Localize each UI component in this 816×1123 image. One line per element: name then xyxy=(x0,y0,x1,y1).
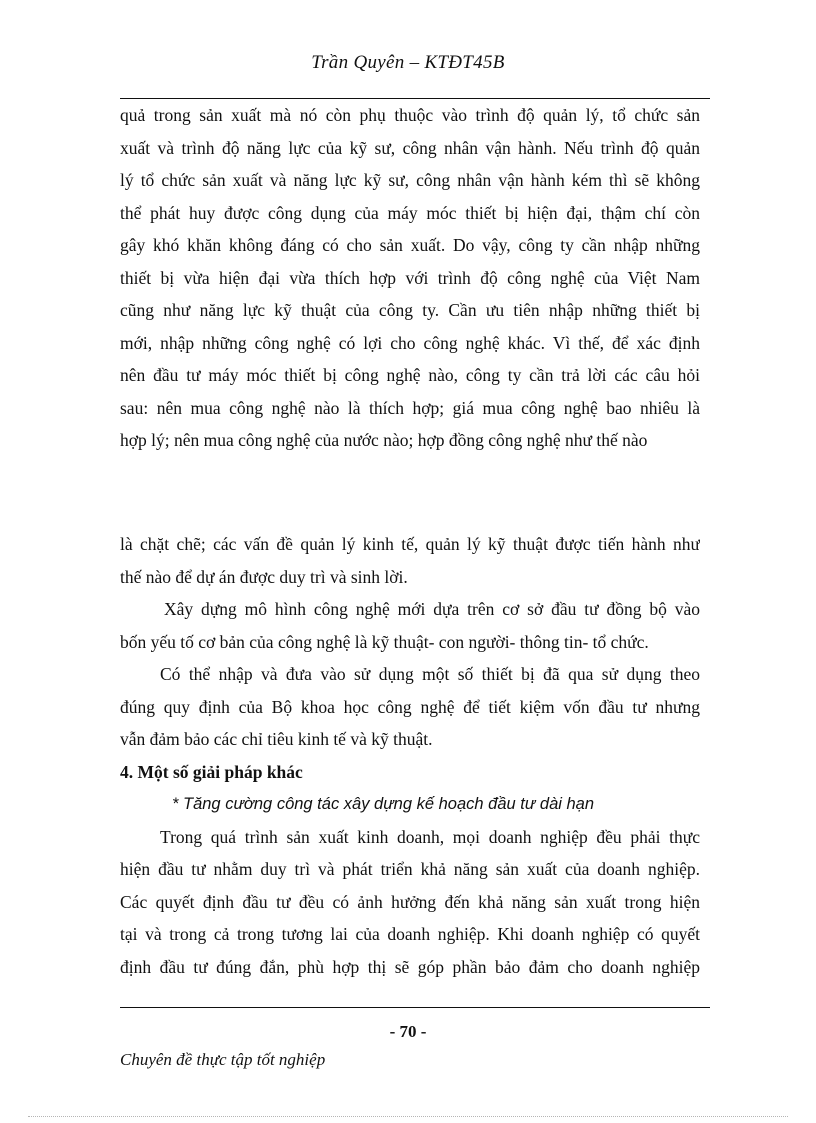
text-line: quả trong sản xuất mà nó còn phụ thuộc vào trình độ quản lý, tổ chức sản xyxy=(120,105,700,125)
text-line: lý tổ chức sản xuất và năng lực kỹ sư, công nhân vận hành kém thì sẽ không xyxy=(120,170,700,190)
text-line: gây khó khăn không đáng có cho sản xuất. Do vậy, công ty cần nhập những xyxy=(120,235,700,255)
text-line: cũng như năng lực kỹ thuật của công ty. Cần ưu tiên nhập những thiết bị xyxy=(120,300,700,320)
text-line: thể phát huy được công dụng của máy móc thiết bị hiện đại, thậm chí còn xyxy=(120,202,700,223)
text-line: tại và trong cả trong tương lai của doanh nghiệp. Khi doanh nghiệp có quyết xyxy=(120,924,700,944)
page-footer: Chuyên đề thực tập tốt nghiệp xyxy=(120,1050,326,1069)
text-line: là chặt chẽ; các vấn đề quản lý kinh tế, quản lý kỹ thuật được tiến hành như xyxy=(120,534,700,554)
text-line: vẫn đảm bảo các chỉ tiêu kinh tế và kỹ thuật. xyxy=(120,729,433,749)
text-line: bốn yếu tố cơ bản của công nghệ là kỹ thuật- con người- thông tin- tổ chức. xyxy=(120,631,649,652)
body-block-1 xyxy=(120,99,700,457)
subsection-heading: * Tăng cường công tác xây dựng kế hoạch đầu tư dài hạn xyxy=(172,795,595,813)
footer-rule xyxy=(120,1007,710,1008)
page-number: - 70 - xyxy=(389,1022,427,1041)
text-line: Trong quá trình sản xuất kinh doanh, mọi doanh nghiệp đều phải thực xyxy=(160,826,700,847)
text-line: xuất và trình độ năng lực của kỹ sư, công nhân vận hành. Nếu trình độ quản xyxy=(120,137,700,158)
page-edge-dots xyxy=(28,1116,788,1117)
section-heading: 4. Một số giải pháp khác xyxy=(120,761,303,782)
text-line: mới, nhập những công nghệ có lợi cho công nghệ khác. Vì thế, để xác định xyxy=(120,332,700,353)
page-header: Trần Quyên – KTĐT45B xyxy=(311,52,505,73)
body-block-2 xyxy=(120,528,700,983)
text-line: sau: nên mua công nghệ nào là thích hợp; giá mua công nghệ bao nhiêu là xyxy=(120,397,700,418)
text-line: Xây dựng mô hình công nghệ mới dựa trên cơ sở đầu tư đồng bộ vào xyxy=(164,599,700,619)
text-line: thế nào để dự án được duy trì và sinh lời. xyxy=(120,566,408,587)
text-line: Có thể nhập và đưa vào sử dụng một số thiết bị đã qua sử dụng theo xyxy=(160,664,700,684)
text-line: hiện đầu tư nhằm duy trì và phát triển khả năng sản xuất của doanh nghiệp. xyxy=(120,859,700,879)
text-line: hợp lý; nên mua công nghệ của nước nào; hợp đồng công nghệ như thế nào xyxy=(120,430,648,450)
text-line: đúng quy định của Bộ khoa học công nghệ để tiết kiệm vốn đầu tư nhưng xyxy=(120,696,700,717)
text-line: Các quyết định đầu tư đều có ảnh hưởng đến khả năng sản xuất trong hiện xyxy=(120,891,700,912)
text-line: định đầu tư đúng đắn, phù hợp thị sẽ góp phần bảo đảm cho doanh nghiệp xyxy=(120,956,700,977)
text-line: thiết bị vừa hiện đại vừa thích hợp với trình độ công nghệ của Việt Nam xyxy=(120,267,700,288)
text-line: nên đầu tư máy móc thiết bị công nghệ nào, công ty cần trả lời các câu hỏi xyxy=(120,365,700,385)
